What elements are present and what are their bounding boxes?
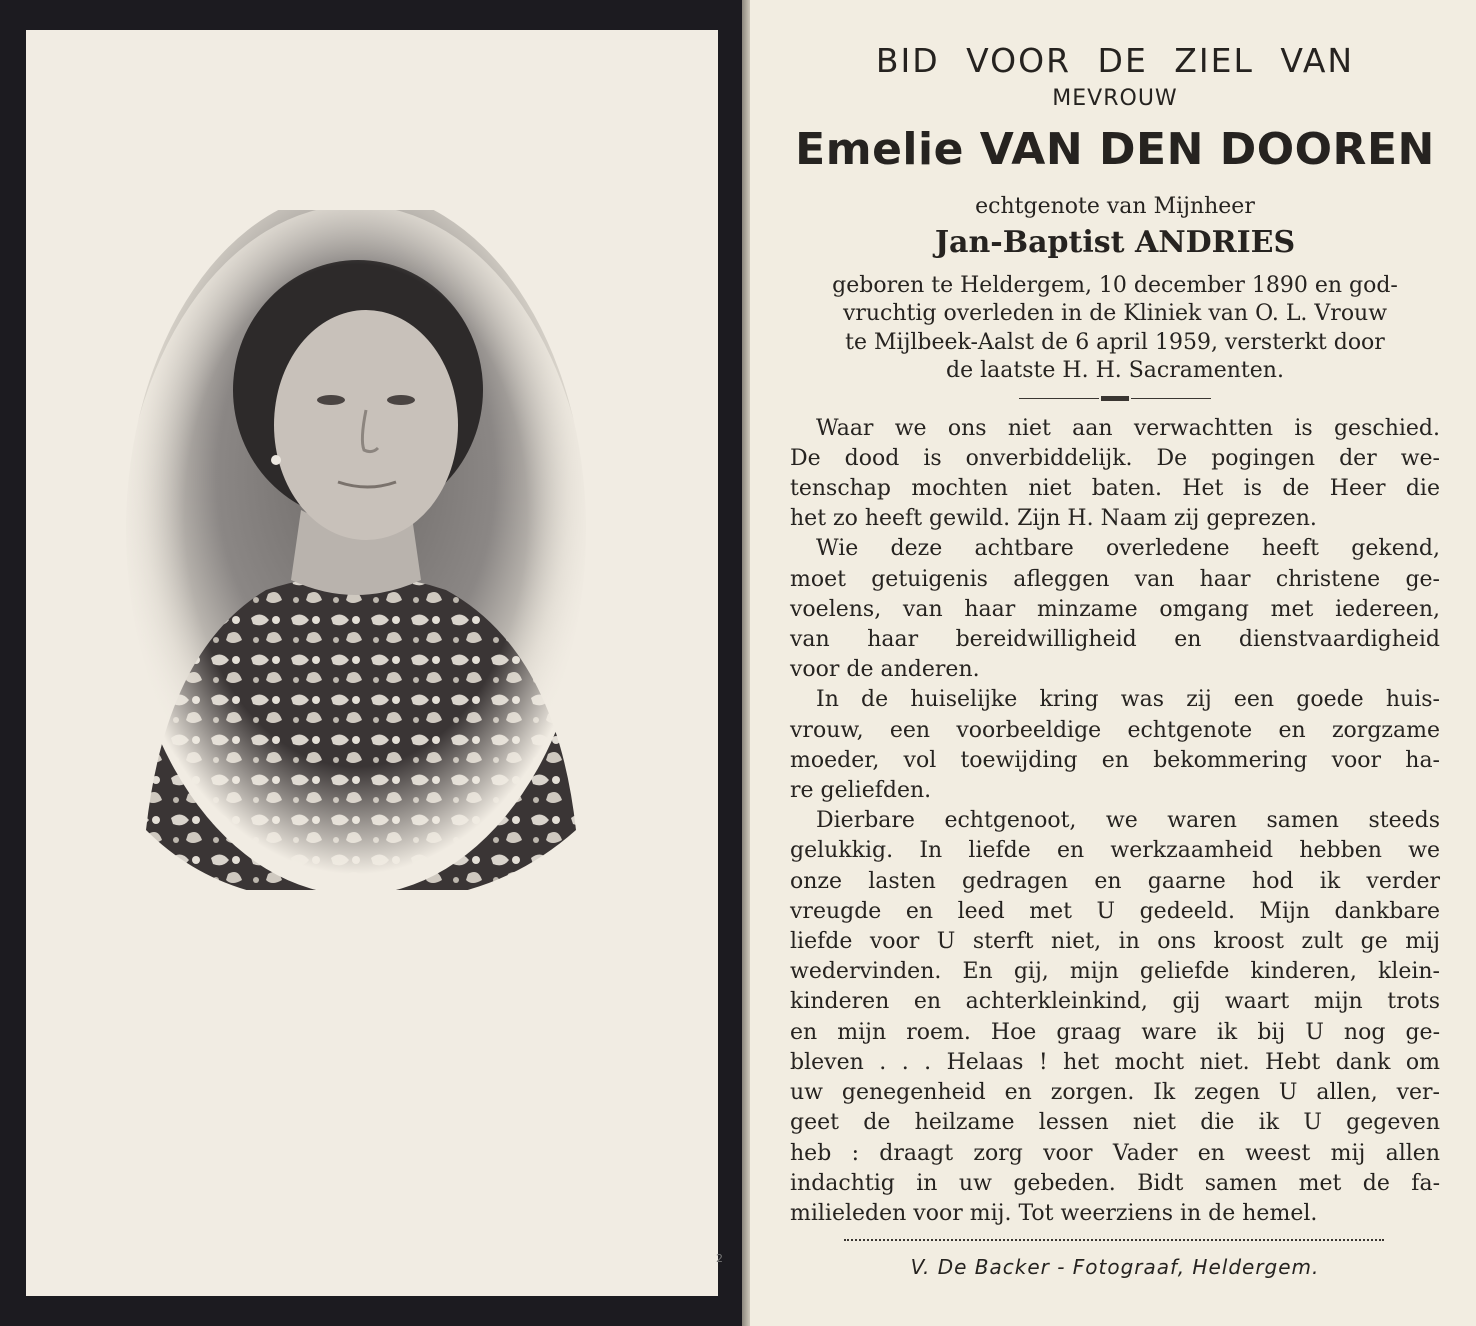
paragraph-line: onze lasten gedragen en gaarne hod ik verder [790,868,1440,894]
memorial-text [790,414,1440,1229]
paragraph-line: indachtig in uw gebeden. Bidt samen met de fa- [790,1170,1440,1196]
paragraph-line: bleven . . . Helaas ! het mocht niet. Hebt dank om [790,1049,1440,1075]
deceased-name: Emelie VAN DEN DOOREN [795,124,1435,175]
portrait-photo [126,210,586,890]
paragraph-line: van haar bereidwilligheid en dienstvaardigheid [790,627,1440,653]
paragraph-line: moet getuigenis afleggen van haar christene ge- [790,566,1440,592]
bio-line: te Mijlbeek-Aalst de 6 april 1959, versterkt door [845,329,1385,355]
paragraph-line: re geliefden. [790,778,932,804]
paragraph-line: Wie deze achtbare overledene heeft gekend, [816,536,1440,562]
bio-line: geboren te Heldergem, 10 december 1890 en god- [832,273,1398,298]
paragraph-line: De dood is onverbiddelijk. De pogingen der we- [790,445,1440,471]
biography [790,272,1440,386]
spouse-intro: echtgenote van Mijnheer [975,194,1255,219]
bio-line: de laatste H. H. Sacramenten. [946,358,1284,384]
paragraph-line: In de huiselijke kring was zij een goede huis- [816,687,1440,713]
paragraph-line: Dierbare echtgenoot, we waren samen steeds [816,808,1440,834]
photographer-credit: V. De Backer - Fotograaf, Heldergem. [910,1255,1320,1280]
paragraph-line: liefde voor U sterft niet, in ons kroost zult ge mij [790,929,1440,955]
paragraph-line: tenschap mochten niet baten. Het is de Heer die [790,476,1440,502]
text-column [790,38,1440,1279]
paragraph-line: vreugde en leed met U gedeeld. Mijn dankbare [790,898,1440,924]
paragraph-line: voelens, van haar minzame omgang met iedereen, [790,596,1440,622]
bio-line: vruchtig overleden in de Kliniek van O. L. Vrouw [842,301,1388,327]
paragraph-line: voor de anderen. [790,657,980,683]
paragraph-line: het zo heeft gewild. Zijn H. Naam zij geprezen. [790,506,1317,532]
paragraph-line: gelukkig. In liefde en werkzaamheid hebben we [790,838,1440,864]
paragraph-line: moeder, vol toewijding en bekommering voor ha- [790,747,1440,773]
paragraph-line: kinderen en achterkleinkind, gij waart mijn trots [790,989,1440,1015]
memorial-text-card [750,0,1476,1326]
paragraph-line: heb : draagt zorg voor Vader en weest mij allen [790,1140,1440,1166]
paragraph-line: milieleden voor mij. Tot weerziens in de hemel. [790,1200,1318,1226]
paragraph-line: Waar we ons niet aan verwachtten is geschied. [816,415,1440,441]
prayer-heading: BID VOOR DE ZIEL VAN [875,41,1355,80]
ornamental-divider [790,390,1440,408]
card-fold-edge [742,0,750,1326]
paragraph-line: geet de heilzame lessen niet die ik U gegeven [790,1110,1440,1136]
paragraph-line: vrouw, een voorbeeldige echtgenote en zorgzame [790,717,1440,743]
spouse-name: Jan-Baptist ANDRIES [934,225,1296,260]
photo-corner-mark: 2 [716,1252,723,1265]
paragraph-line: wedervinden. En gij, mijn geliefde kinderen, klein- [790,959,1440,985]
title-prefix: MEVROUW [1052,86,1178,111]
portrait-illustration [126,210,586,890]
dotted-rule [844,1239,1384,1241]
paragraph-line: en mijn roem. Hoe graag ware ik bij U nog ge- [790,1019,1440,1045]
paragraph-line: uw genegenheid en zorgen. Ik zegen U allen, ver- [790,1080,1440,1106]
photo-card-paper [26,30,718,1296]
